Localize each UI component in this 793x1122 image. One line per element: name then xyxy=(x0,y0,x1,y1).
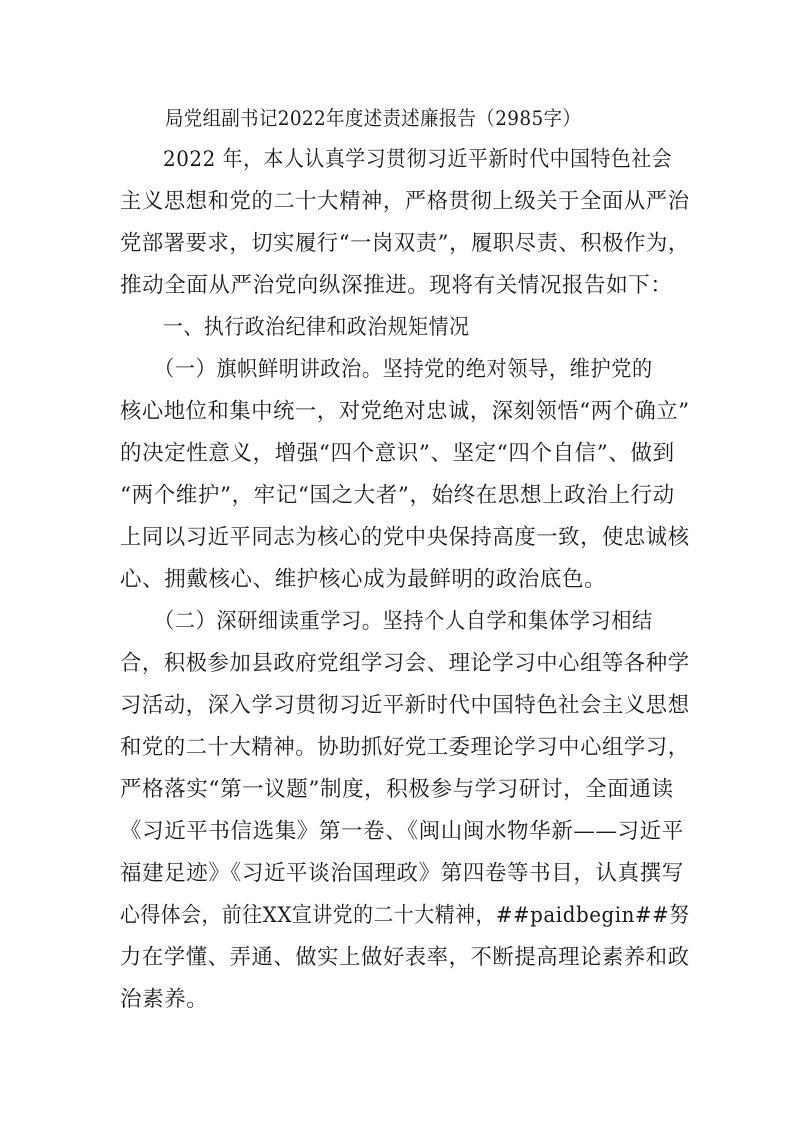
paragraph-line: 《习近平书信选集》第一卷、《闽山闽水物华新——习近平 xyxy=(120,819,684,844)
paragraph-line: 心、拥戴核心、维护核心成为最鲜明的政治底色。 xyxy=(120,567,607,592)
section-heading: 一、执行政治纪律和政治规矩情况 xyxy=(163,315,470,340)
paragraph-line: 2022 年，本人认真学习贯彻习近平新时代中国特色社会 xyxy=(163,147,673,172)
paragraph-line: 治素养。 xyxy=(120,987,209,1012)
paragraph-line: “两个维护”，牢记“国之大者”，始终在思想上政治上行动 xyxy=(120,483,675,508)
document-title: 局党组副书记2022年度述责述廉报告（2985字） xyxy=(165,106,582,130)
paragraph-line: 严格落实“第一议题”制度，积极参与学习研讨，全面通读 xyxy=(120,777,674,802)
paragraph-line: 核心地位和集中统一，对党绝对忠诚，深刻领悟“两个确立” xyxy=(120,399,690,424)
paragraph-line: 推动全面从严治党向纵深推进。现将有关情况报告如下： xyxy=(120,273,673,298)
paragraph-line: 上同以习近平同志为核心的党中央保持高度一致，使忠诚核 xyxy=(120,525,690,550)
paragraph-line: 力在学懂、弄通、做实上做好表率，不断提高理论素养和政 xyxy=(120,945,690,970)
paragraph-line: 的决定性意义，增强“四个意识”、坚定“四个自信”、做到 xyxy=(120,441,675,466)
paragraph-line: 习活动，深入学习贯彻习近平新时代中国特色社会主义思想 xyxy=(120,693,690,718)
paragraph-line: 党部署要求，切实履行“一岗双责”，履职尽责、积极作为， xyxy=(120,231,690,256)
paragraph-line: （二）深研细读重学习。坚持个人自学和集体学习相结 xyxy=(154,609,653,634)
paragraph-line: 和党的二十大精神。协助抓好党工委理论学习中心组学习， xyxy=(120,735,690,760)
paragraph-line: 福建足迹》《习近平谈治国理政》第四卷等书目，认真撰写 xyxy=(120,861,684,886)
paragraph-line: （一）旗帜鲜明讲政治。坚持党的绝对领导，维护党的 xyxy=(154,357,653,382)
paragraph-line: 合，积极参加县政府党组学习会、理论学习中心组等各种学 xyxy=(120,651,690,676)
paragraph-line: 主义思想和党的二十大精神，严格贯彻上级关于全面从严治 xyxy=(120,189,690,214)
paragraph-line: 心得体会，前往XX宣讲党的二十大精神，##paidbegin##努 xyxy=(120,903,690,928)
